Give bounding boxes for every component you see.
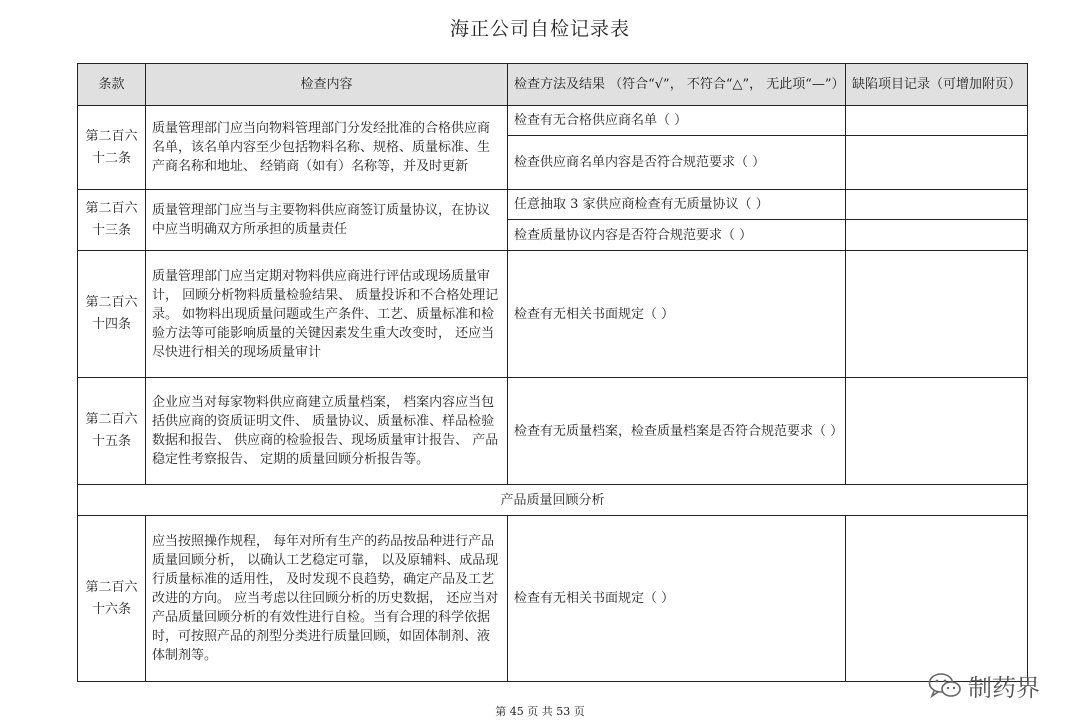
content-cell: 质量管理部门应当向物料管理部门分发经批准的合格供应商名单，该名单内容至少包括物料名称、规格、质量标准、生产商名称和地址、 经销商（如有）名称等，并及时更新 — [146, 106, 508, 190]
header-content: 检查内容 — [146, 64, 508, 106]
table-row — [78, 251, 1028, 378]
section-row — [78, 485, 1028, 516]
clause-cell: 第二百六十四条 — [78, 251, 146, 378]
table-row — [78, 516, 1028, 682]
record-cell[interactable] — [846, 251, 1028, 378]
watermark — [928, 668, 1040, 703]
table-row — [78, 190, 1028, 220]
clause-cell: 第二百六十五条 — [78, 378, 146, 485]
check-cell: 检查质量协议内容是否符合规范要求（ ） — [508, 220, 846, 251]
record-cell[interactable] — [846, 106, 1028, 136]
check-cell: 检查供应商名单内容是否符合规范要求（ ） — [508, 136, 846, 190]
page-title: 海正公司自检记录表 — [449, 18, 630, 40]
record-cell[interactable] — [846, 190, 1028, 220]
record-cell[interactable] — [846, 220, 1028, 251]
record-cell[interactable] — [846, 378, 1028, 485]
table-row — [78, 106, 1028, 136]
content-cell: 应当按照操作规程， 每年对所有生产的药品按品种进行产品质量回顾分析， 以确认工艺稳定可靠， 以及原辅料、成品现行质量标准的适用性， 及时发现不良趋势，确定产品及工艺改进的方向。 应当考虑以往回顾分析的历史数据， 还应当对产品质量回顾分析的有效性进行自检。当有合理的科学依据时，可按照产品的剂型分类进行质量回顾，如固体制剂、液体制剂等。 — [146, 516, 508, 682]
record-cell[interactable] — [846, 136, 1028, 190]
check-cell: 检查有无合格供应商名单（ ） — [508, 106, 846, 136]
clause-cell: 第二百六十三条 — [78, 190, 146, 251]
page-footer: 第 45 页 共 53 页 — [495, 705, 585, 718]
inspection-table — [77, 63, 1028, 682]
clause-cell: 第二百六十六条 — [78, 516, 146, 682]
table-header-row — [78, 64, 1028, 106]
table-row — [78, 378, 1028, 485]
check-cell: 检查有无相关书面规定（ ） — [508, 251, 846, 378]
header-record: 缺陷项目记录（可增加附页） — [846, 64, 1028, 106]
check-cell: 任意抽取 3 家供应商检查有无质量协议（ ） — [508, 190, 846, 220]
section-title: 产品质量回顾分析 — [78, 485, 1028, 516]
content-cell: 质量管理部门应当定期对物料供应商进行评估或现场质量审计， 回顾分析物料质量检验结果、 质量投诉和不合格处理记录。 如物料出现质量问题或生产条件、工艺、质量标准和检验方法等可能影响质量的关键因素发生重大改变时， 还应当尽快进行相关的现场质量审计 — [146, 251, 508, 378]
wechat-icon — [928, 672, 962, 700]
check-cell: 检查有无质量档案，检查质量档案是否符合规范要求（ ） — [508, 378, 846, 485]
header-method: 检查方法及结果 （符合“√”， 不符合“△”， 无此项“—”） — [508, 64, 846, 106]
watermark-text: 制药界 — [968, 674, 1040, 702]
content-cell: 质量管理部门应当与主要物料供应商签订质量协议，在协议中应当明确双方所承担的质量责任 — [146, 190, 508, 251]
check-cell: 检查有无相关书面规定（ ） — [508, 516, 846, 682]
content-cell: 企业应当对每家物料供应商建立质量档案， 档案内容应当包括供应商的资质证明文件、 质量协议、质量标准、样品检验数据和报告、 供应商的检验报告、现场质量审计报告、 产品稳定性考察报告、 定期的质量回顾分析报告等。 — [146, 378, 508, 485]
clause-cell: 第二百六十二条 — [78, 106, 146, 190]
header-clause: 条款 — [78, 64, 146, 106]
record-cell[interactable] — [846, 516, 1028, 682]
